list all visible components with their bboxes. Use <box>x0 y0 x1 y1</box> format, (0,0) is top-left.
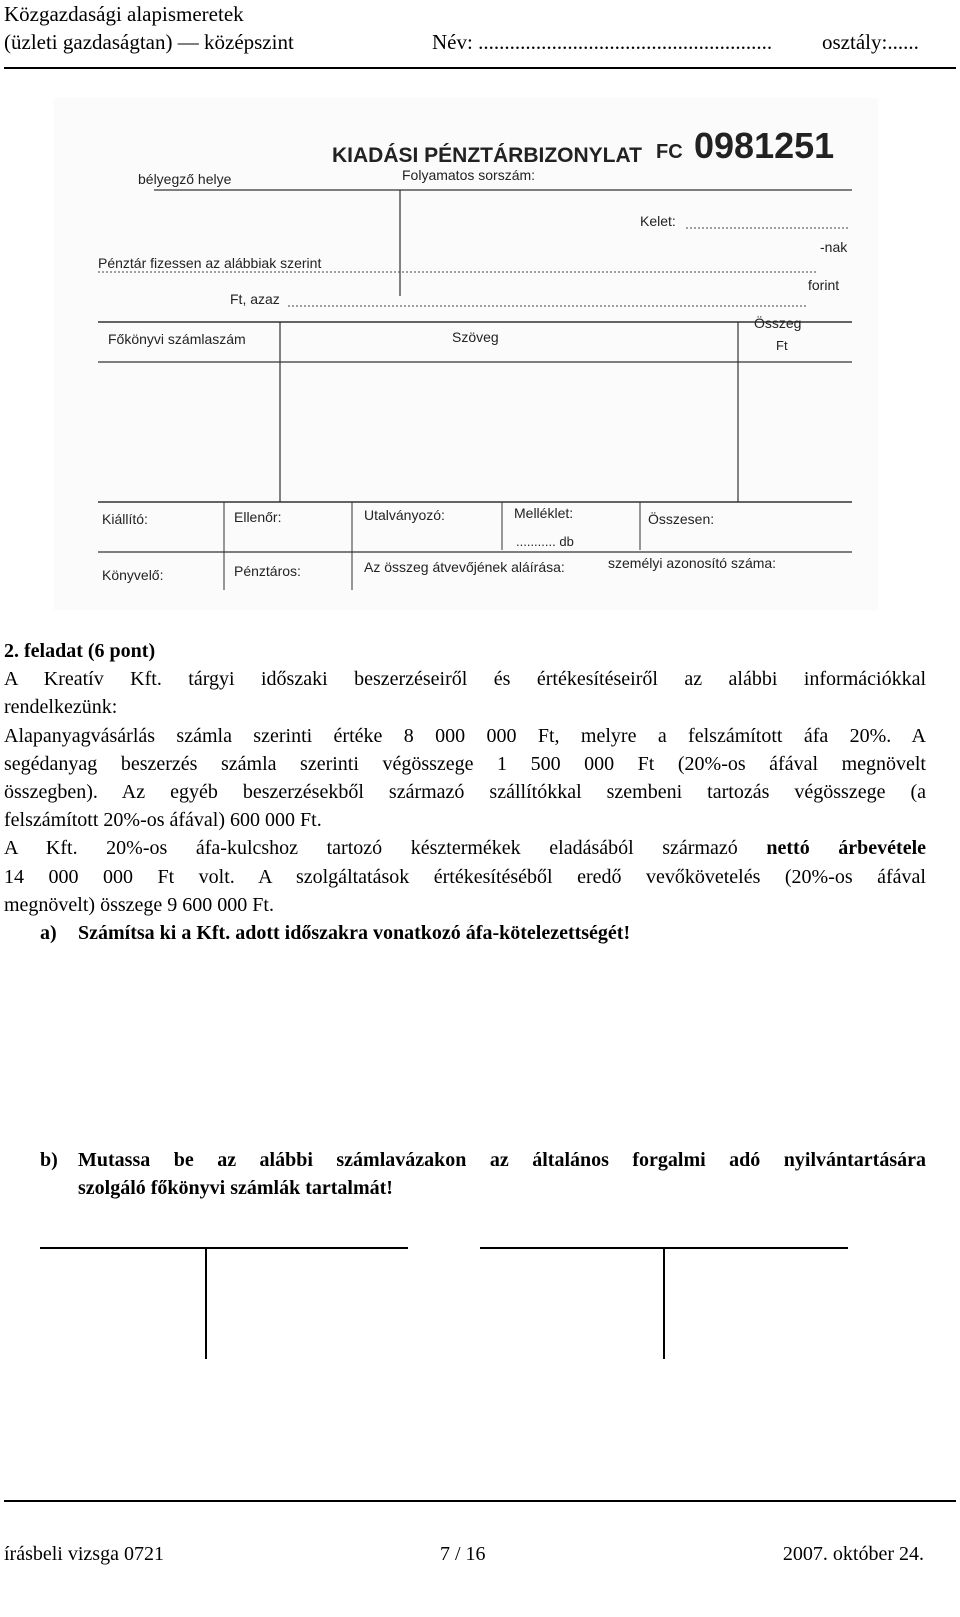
sales-line: megnövelt) összege 9 600 000 Ft. <box>4 893 274 916</box>
serial-label: Folyamatos sorszám: <box>402 167 536 183</box>
task-paragraph-line: felszámított 20%-os áfával) 600 000 Ft. <box>4 809 322 832</box>
t-account-right-divider <box>663 1247 665 1359</box>
sales-net-revenue-emphasis: nettó árbevétele <box>766 837 927 860</box>
col-ft-header: Ft <box>776 338 788 353</box>
col-text-header: Szöveg <box>452 329 499 345</box>
task-block <box>4 637 926 947</box>
footer-exam-code: írásbeli vizsga 0721 <box>4 1543 164 1565</box>
issuer-label: Kiállító: <box>102 511 148 527</box>
question-b-label: b) <box>40 1149 58 1171</box>
subject-title: Közgazdasági alapismeretek <box>4 2 244 26</box>
question-b <box>4 1146 926 1202</box>
stamp-place-label: bélyegző helye <box>138 171 232 187</box>
task-paragraph-line: rendelkezünk: <box>4 696 118 719</box>
class-field-label: osztály:...... <box>822 30 919 54</box>
question-b-line1: Mutassa be az alábbi számlavázakon az általános forgalmi adó nyilvántartására <box>78 1149 926 1171</box>
sales-line <box>4 834 926 862</box>
question-a-label: a) <box>40 922 57 945</box>
question-a-text: Számítsa ki a Kft. adott időszakra vonatkozó áfa-kötelezettségét! <box>78 922 631 945</box>
cashier-label: Pénztáros: <box>234 563 301 579</box>
footer-date: 2007. október 24. <box>782 1543 924 1565</box>
ft-azaz-label: Ft, azaz <box>230 291 280 307</box>
voucher-number: 0981251 <box>694 125 835 166</box>
nak-suffix: -nak <box>820 239 848 255</box>
question-a <box>4 919 926 947</box>
task-title: 2. feladat (6 pont) <box>4 640 156 662</box>
controller-label: Ellenőr: <box>234 509 282 525</box>
t-account-left-divider <box>205 1247 207 1359</box>
task-paragraph-line: A Kreatív Kft. tárgyi időszaki beszerzéseiről és értékesítéseiről az alábbi információkkal <box>4 668 926 691</box>
voucher-title: KIADÁSI PÉNZTÁRBIZONYLAT <box>332 144 642 167</box>
voucher-series: FC <box>656 141 683 163</box>
subject-level: (üzleti gazdaságtan) — középszint <box>4 30 294 54</box>
pay-instruction: Pénztár fizessen az alábbiak szerint <box>98 255 322 271</box>
footer-rule <box>4 1500 956 1502</box>
total-label: Összesen: <box>648 511 715 527</box>
sales-line-text: A Kft. 20%-os áfa-kulcshoz tartozó késztermékek eladásából származó <box>4 837 738 860</box>
cash-voucher-image <box>54 98 878 610</box>
col-amount-header: Összeg <box>754 315 802 331</box>
date-label: Kelet: <box>640 213 676 229</box>
sales-line: 14 000 000 Ft volt. A szolgáltatások értékesítéséből eredő vevőkövetelés (20%-os áfával <box>4 865 926 888</box>
task-paragraph-line: segédanyag beszerzés számla szerinti végösszege 1 500 000 Ft (20%-os áfával megnövelt <box>4 752 926 775</box>
footer-page-number: 7 / 16 <box>440 1543 486 1565</box>
attachment-label: Melléklet: <box>514 505 574 521</box>
header-rule <box>4 67 956 69</box>
authorizer-label: Utalványozó: <box>364 507 445 523</box>
receiver-sign-label: Az összeg átvevőjének aláírása: <box>364 559 565 575</box>
task-paragraph-line: Alapanyagvásárlás számla szerinti értéke 8 000 000 Ft, melyre a felszámított áfa 20%. A <box>4 724 926 747</box>
question-b-line2: szolgáló főkönyvi számlák tartalmát! <box>78 1177 393 1200</box>
id-number-label: személyi azonosító száma: <box>608 555 777 571</box>
task-paragraph-line: összegben). Az egyéb beszerzésekből származó szállítókkal szembeni tartozás végösszege (a <box>4 781 926 804</box>
col-account-header: Főkönyvi számlaszám <box>108 331 246 347</box>
bookkeeper-label: Könyvelő: <box>102 567 164 583</box>
t-account-left-top <box>40 1247 408 1249</box>
attachment-db: ........... db <box>516 534 574 549</box>
name-field-label: Név: ........................................................ <box>432 30 773 54</box>
forint-label: forint <box>808 277 840 293</box>
